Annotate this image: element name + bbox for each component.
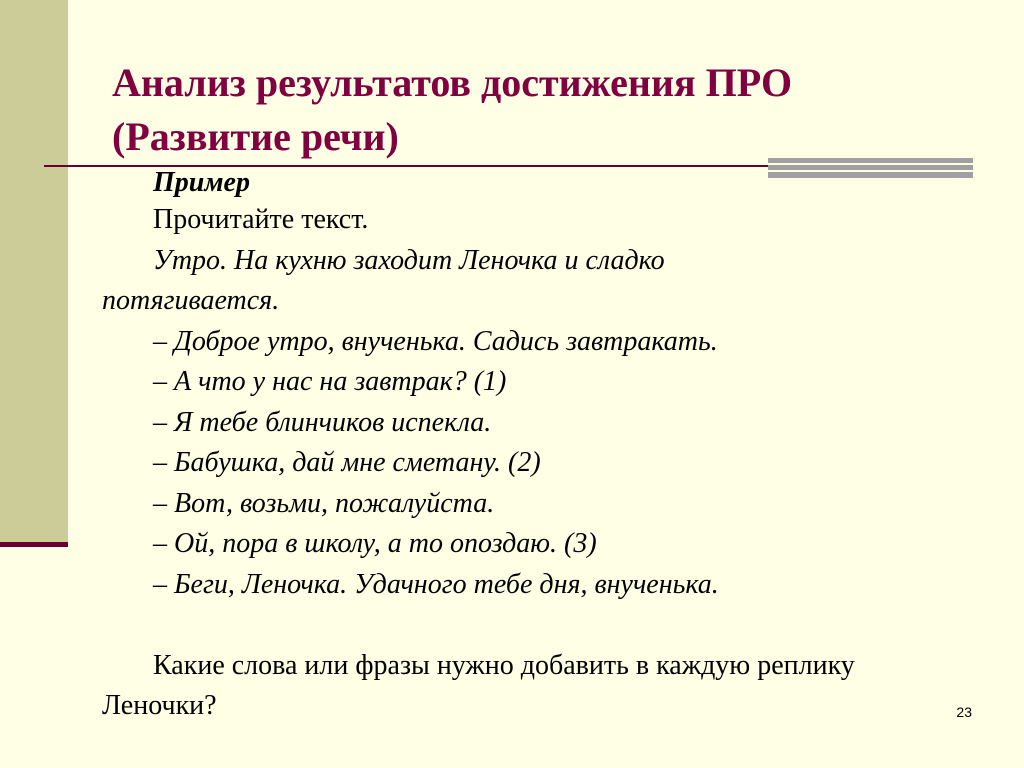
left-decorative-rule xyxy=(0,542,68,547)
instruction-text: Прочитайте текст. xyxy=(153,204,369,235)
dialogue-line: – А что у нас на завтрак? (1) xyxy=(153,366,507,397)
blank-spacer xyxy=(102,605,932,646)
dialogue-line: – Я тебе блинчиков испекла. xyxy=(153,406,492,438)
story-text-line-2: потягивается. xyxy=(102,285,280,316)
slide-body xyxy=(102,166,932,727)
dialogue-line: – Вот, возьми, пожалуйста. xyxy=(153,487,495,519)
slide-number: 23 xyxy=(956,704,972,720)
dialogue-line: – Ой, пора в школу, а то опоздаю. (3) xyxy=(153,528,597,559)
left-decorative-band xyxy=(0,0,68,546)
dialogue-line: – Доброе утро, внученька. Садись завтракать. xyxy=(153,325,718,357)
slide-title: Анализ результатов достижения ПРО (Развитие речи) xyxy=(112,60,793,159)
question-text: Какие слова или фразы нужно добавить в каждую реплику Леночки? xyxy=(102,649,855,721)
dialogue-line: – Бабушка, дай мне сметану. (2) xyxy=(153,447,541,478)
story-text-line-1: Утро. На кухню заходит Леночка и сладко xyxy=(153,244,665,276)
example-label: Пример xyxy=(153,167,250,198)
dialogue-line: – Беги, Леночка. Удачного тебе дня, внученька. xyxy=(153,568,719,600)
